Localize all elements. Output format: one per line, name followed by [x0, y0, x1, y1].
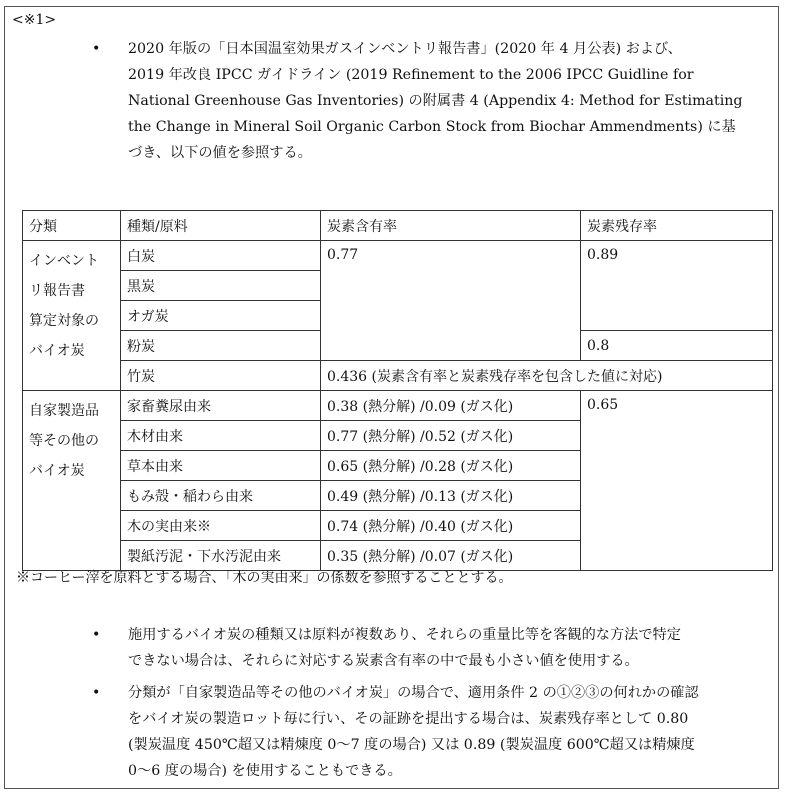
table-row [23, 391, 773, 421]
header-category: 分類 [23, 211, 121, 241]
type-cell: もみ殻・稲わら由来 [121, 481, 321, 511]
group1-label-line: リ報告書 [29, 283, 85, 299]
group1-residual-cell: 0.89 [581, 241, 773, 331]
type-cell: 製紙汚泥・下水汚泥由来 [121, 541, 321, 571]
intro-line: the Change in Mineral Soil Organic Carbon Stock from Biochar Ammendments) に基 [128, 119, 736, 135]
type-cell: 竹炭 [121, 361, 321, 391]
bullet-dot: • [92, 685, 101, 701]
intro-line: 2019 年改良 IPCC ガイドライン (2019 Refinement to the 2006 IPCC Guidline for [128, 67, 694, 83]
group2-label-line: 自家製造品 [29, 403, 99, 419]
note-heading: <※1> [12, 12, 57, 28]
bullet3-line: 0〜6 度の場合) を使用することもできる。 [128, 763, 402, 779]
type-cell: 黒炭 [121, 271, 321, 301]
group1-label-cell [23, 241, 121, 391]
group1-label-line: バイオ炭 [29, 343, 85, 359]
type-cell: 木の実由来※ [121, 511, 321, 541]
table-row [23, 241, 773, 271]
intro-line: National Greenhouse Gas Inventories) の附属書 4 (Appendix 4: Method for Estimating [128, 93, 743, 109]
group2-label-cell [23, 391, 121, 571]
group1-label-line: 算定対象の [29, 313, 99, 329]
type-cell: 家畜糞尿由来 [121, 391, 321, 421]
type-cell: 粉炭 [121, 331, 321, 361]
intro-line: づき、以下の値を参照する。 [128, 145, 312, 161]
group2-residual-cell: 0.65 [581, 391, 773, 571]
biochar-coefficient-table [22, 210, 773, 571]
table-row [23, 361, 773, 391]
bullet3-line: 分類が「自家製造品等その他のバイオ炭」の場合で、適用条件 2 の①②③の何れかの確認 [128, 685, 699, 701]
table-footnote: ※コーヒー滓を原料とする場合、「木の実由来」の係数を参照することとする。 [16, 570, 513, 586]
type-cell: 草本由来 [121, 451, 321, 481]
header-type: 種類/原料 [121, 211, 321, 241]
group1-residual-powder-cell: 0.8 [581, 331, 773, 361]
intro-line: 2020 年版の「日本国温室効果ガスインベントリ報告書」(2020 年 4 月公表) および、 [128, 41, 682, 57]
group1-content-cell: 0.77 [321, 241, 581, 361]
content-cell: 0.35 (熱分解) /0.07 (ガス化) [321, 541, 581, 571]
bullet3-line: をバイオ炭の製造ロット毎に行い、その証跡を提出する場合は、炭素残存率として 0.80 [128, 711, 689, 727]
group2-label-line: バイオ炭 [29, 463, 85, 479]
content-cell: 0.77 (熱分解) /0.52 (ガス化) [321, 421, 581, 451]
bamboo-content-cell: 0.436 (炭素含有率と炭素残存率を包含した値に対応) [321, 361, 773, 391]
content-cell: 0.49 (熱分解) /0.13 (ガス化) [321, 481, 581, 511]
group2-label-line: 等その他の [29, 433, 99, 449]
header-carbon-content: 炭素含有率 [321, 211, 581, 241]
bullet-dot: • [92, 627, 101, 643]
bullet-dot: • [92, 41, 101, 57]
table-header-row [23, 211, 773, 241]
type-cell: 白炭 [121, 241, 321, 271]
type-cell: 木材由来 [121, 421, 321, 451]
content-cell: 0.74 (熱分解) /0.40 (ガス化) [321, 511, 581, 541]
content-cell: 0.65 (熱分解) /0.28 (ガス化) [321, 451, 581, 481]
type-cell: オガ炭 [121, 301, 321, 331]
group1-label-line: インベント [29, 253, 99, 269]
header-carbon-residual: 炭素残存率 [581, 211, 773, 241]
content-cell: 0.38 (熱分解) /0.09 (ガス化) [321, 391, 581, 421]
bullet3-line: (製炭温度 450℃超又は精煉度 0〜7 度の場合) 又は 0.89 (製炭温度 600℃超又は精煉度 [128, 737, 695, 753]
bullet2-line: 施用するバイオ炭の種類又は原料が複数あり、それらの重量比等を客観的な方法で特定 [128, 627, 681, 643]
bullet2-line: できない場合は、それらに対応する炭素含有率の中で最も小さい値を使用する。 [128, 653, 639, 669]
